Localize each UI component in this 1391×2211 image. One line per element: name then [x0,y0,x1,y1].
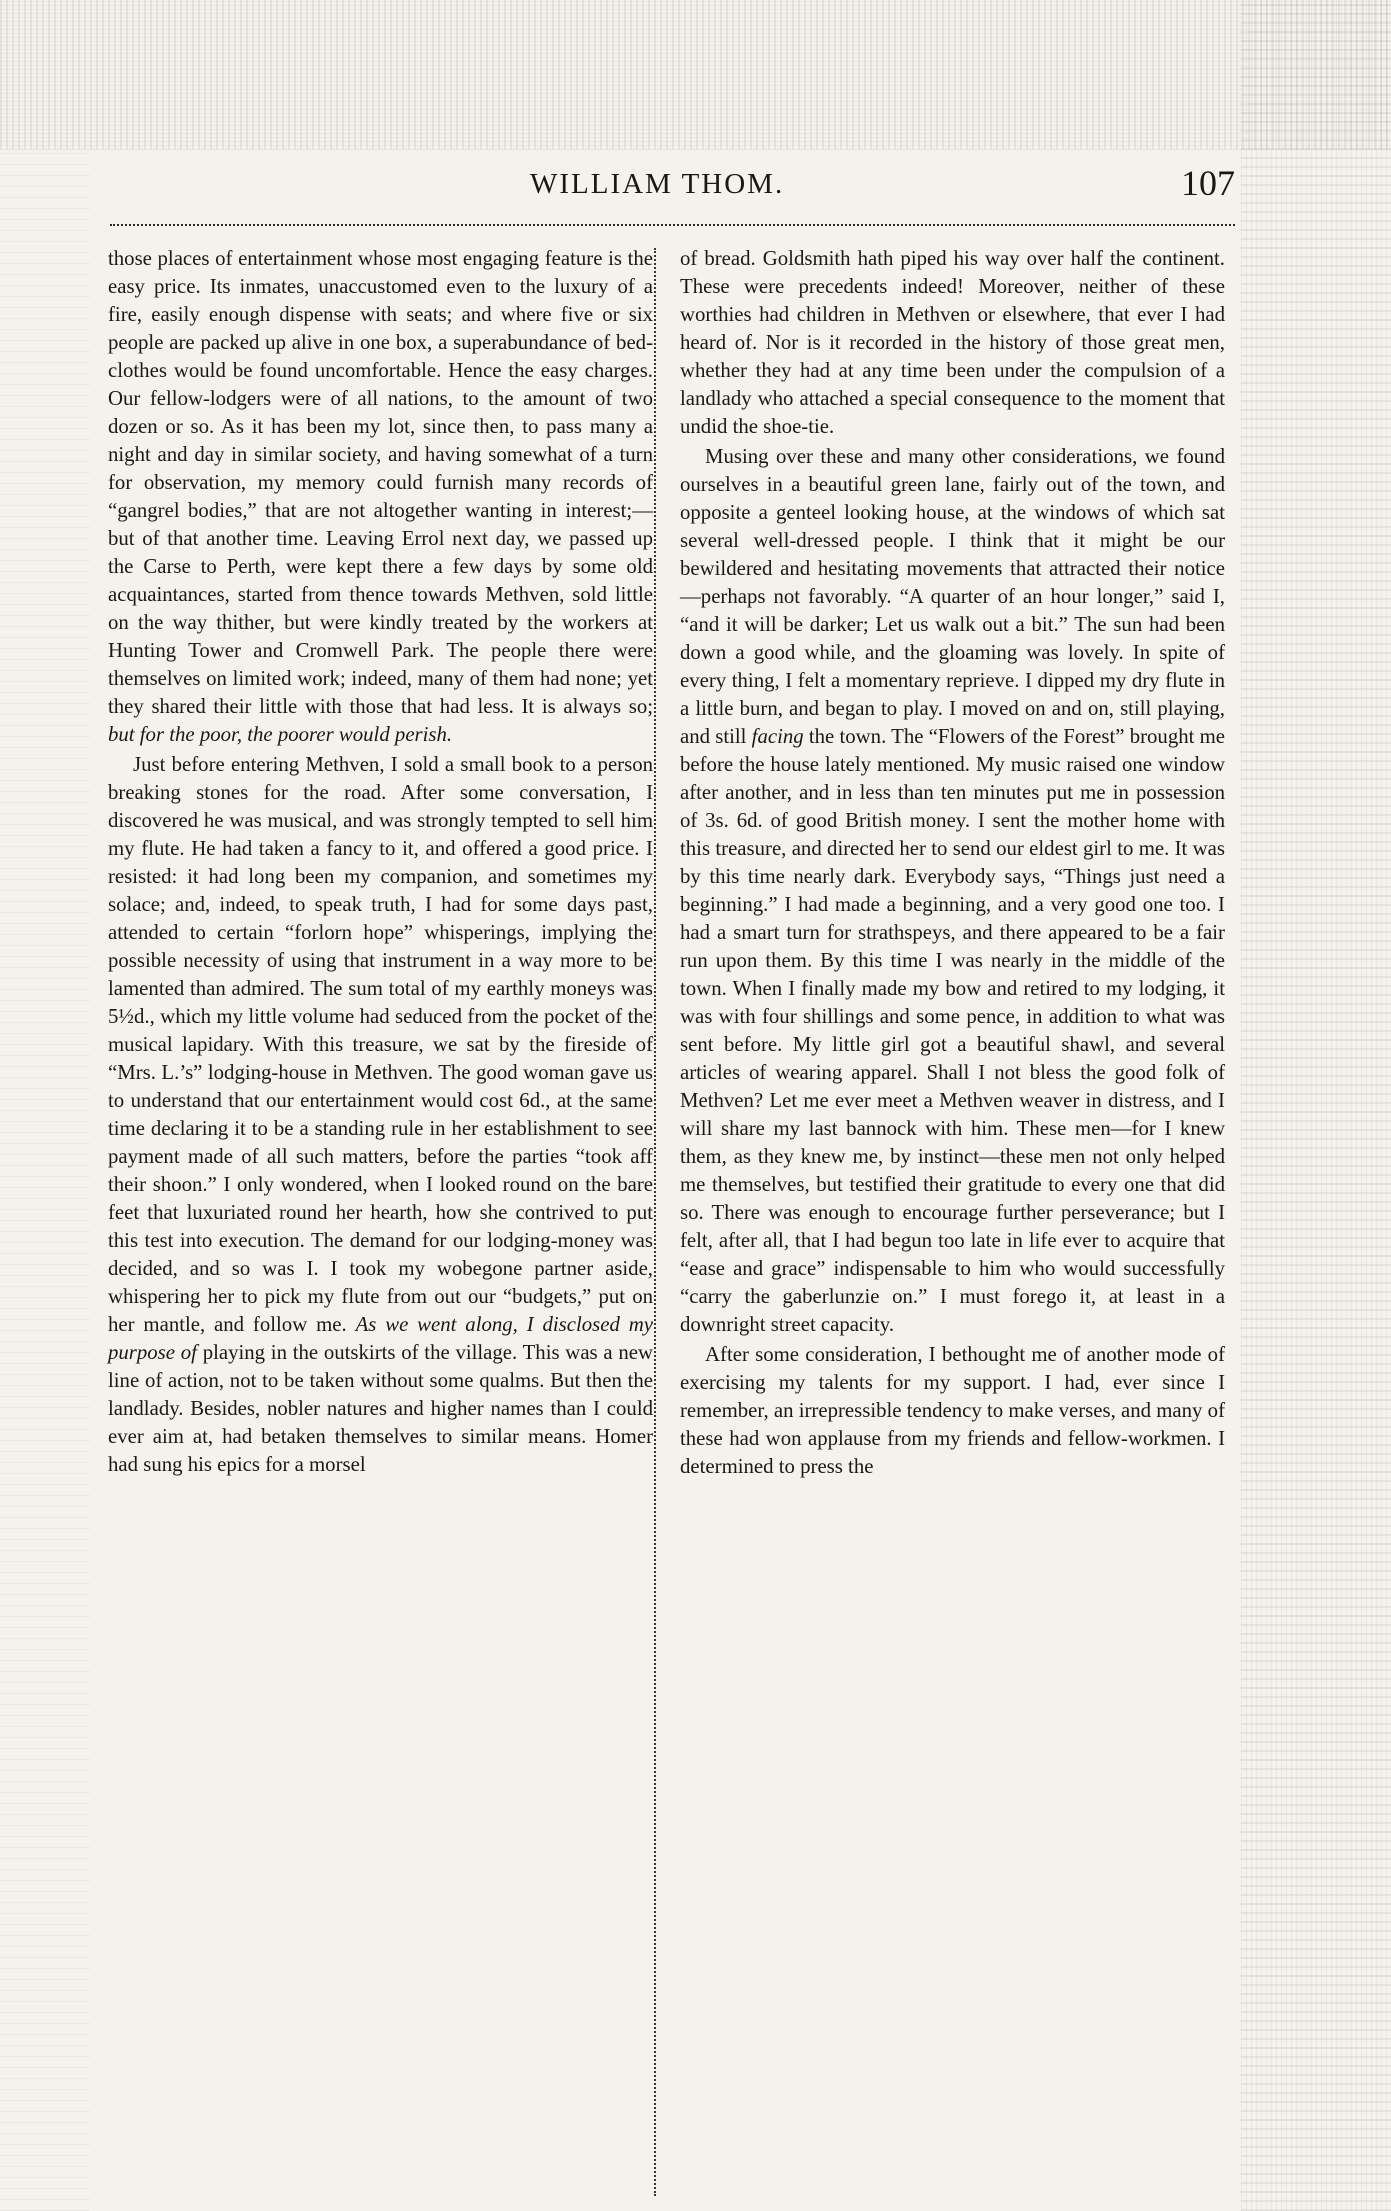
paragraph-text: of bread. Goldsmith hath piped his way over half the continent. These were precedents indeed! Moreover, neither of these worthies had children in Methven or elsewhere, that ever I had heard of. Nor is it recorded in the history of those great men, whether they had at any time been under the compulsion of a landlady who attached a special consequence to the moment that undid the shoe-tie. [680,247,1225,438]
paragraph [680,443,1225,1339]
paragraph-text: the town. The “Flowers of the Forest” brought me before the house lately mentioned. My music raised one window after another, and in less than ten minutes put me in possession of 3s. 6d. of good British money. I sent the mother home with this treasure, and directed her to send our eldest girl to me. It was by this time nearly dark. Everybody says, “Things just need a beginning.” I had made a beginning, and a very good one too. I had a smart turn for strathspeys, and there appeared to be a fair run upon them. By this time I was nearly in the middle of the town. When I finally made my bow and retired to my lodging, it was with four shillings and some pence, in addition to what was sent before. My little girl got a beautiful shawl, and several articles of wearing apparel. Shall I not bless the good folk of Methven? Let me ever meet a Methven weaver in distress, and I will share my last bannock with him. These men—for I knew them, as they knew me, by instinct—these men not only helped me themselves, but testified their gratitude to every one that did so. There was enough to encourage further perseverance; but I felt, after all, that I had begun too late in life ever to acquire that “ease and grace” indispensable to him who would successfully “carry the gaberlunzie on.” I must forego it, at least in a downright street capacity. [680,725,1226,1336]
paragraph-text: Musing over these and many other considerations, we found ourselves in a beautiful green lane, fairly out of the town, and opposite a genteel looking house, at the windows of which sat several well-dressed people. I think that it might be our bewildered and hesitating movements that attracted their notice—perhaps not favorably. “A quarter of an hour longer,” said I, “and it will be darker; Let us walk out a bit.” The sun had been down a good while, and the gloaming was lovely. In spite of every thing, I felt a momentary reprieve. I dipped my dry flute in a little burn, and began to play. I moved on and on, still playing, and still [680,445,1225,748]
right-column [680,245,1225,1481]
paragraph [108,751,653,1479]
scan-noise-right-margin [1241,0,1391,2211]
scan-noise-top [0,0,1391,150]
column-divider [654,248,656,2196]
running-head [110,162,1235,212]
scan-noise-left-margin [0,150,90,2211]
header-rule [110,224,1235,226]
page-number: 107 [1181,163,1235,203]
paragraph [680,1341,1225,1481]
paragraph [108,245,653,749]
emphasis-text: but for the poor, the poorer would perish. [108,723,453,746]
emphasis-text: As we went along, I disclosed my purpose of [108,1313,654,1364]
paragraph [680,245,1225,441]
left-column [108,245,653,1479]
paragraph-text: those places of entertainment whose most engaging feature is the easy price. Its inmates, unaccustomed even to the luxury of a fire, easily enough dispense with seats; and where five or six people are packed up alive in one box, a superabundance of bed-clothes would be found uncomfortable. Hence the easy charges. Our fellow-lodgers were of all nations, to the amount of two dozen or so. As it has been my lot, since then, to pass many a night and day in similar society, and having somewhat of a turn for observation, my memory could furnish many records of “gangrel bodies,” that are not altogether wanting in interest;—but of that another time. Leaving Errol next day, we passed up the Carse to Perth, were kept there a few days by some old acquaintances, started from thence towards Methven, sold little on the way thither, but were kindly treated by the workers at Hunting Tower and Cromwell Park. The people there were themselves on limited work; indeed, many of them had none; yet they shared their little with those that had less. It is always so; [108,247,653,718]
emphasis-text: facing [751,725,804,748]
paragraph-text: After some consideration, I bethought me of another mode of exercising my talents for my support. I had, ever since I remember, an irrepressible tendency to make verses, and many of these had won applause from my friends and fellow-workmen. I determined to press the [680,1343,1225,1478]
paragraph-text: Just before entering Methven, I sold a small book to a person breaking stones for the road. After some conversation, I discovered he was musical, and was strongly tempted to sell him my flute. He had taken a fancy to it, and offered a good price. I resisted: it had long been my companion, and sometimes my solace; and, indeed, to speak truth, I had for some days past, attended to certain “forlorn hope” whisperings, implying the possible necessity of using that instrument in a way more to be lamented than admired. The sum total of my earthly moneys was 5½d., which my little volume had seduced from the pocket of the musical lapidary. With this treasure, we sat by the fireside of “Mrs. L.’s” lodging-house in Methven. The good woman gave us to understand that our entertainment would cost 6d., at the same time declaring it to be a standing rule in her establishment to see payment made of all such matters, before the parties “took aff their shoon.” I only wondered, when I looked round on the bare feet that luxuriated round her hearth, how she contrived to put this test into execution. The demand for our lodging-money was decided, and so was I. I took my wobegone partner aside, whispering her to pick my flute from out our “budgets,” put on her mantle, and follow me. [108,753,653,1336]
paragraph-text: playing in the outskirts of the village. This was a new line of action, not to be taken without some qualms. But then the landlady. Besides, nobler natures and higher names than I could ever aim at, had betaken themselves to similar means. Homer had sung his epics for a morsel [108,1341,654,1476]
running-title: WILLIAM THOM. [530,168,785,200]
